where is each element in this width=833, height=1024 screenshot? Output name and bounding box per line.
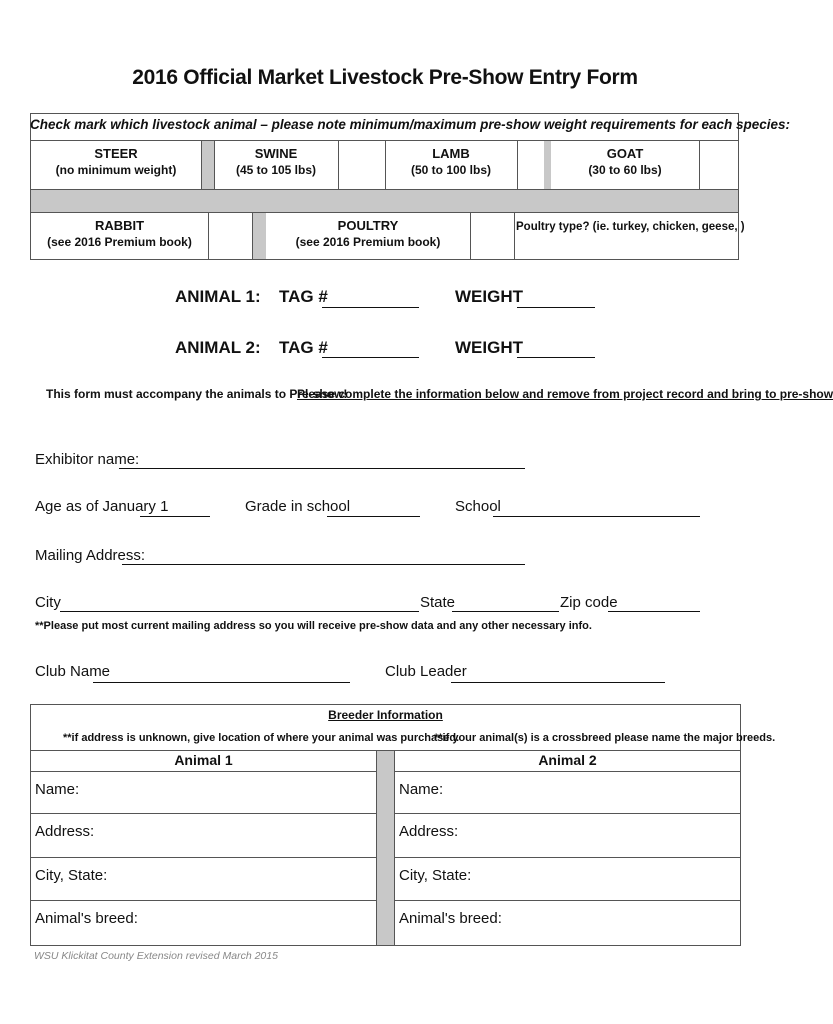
club-name-label: Club Name — [35, 663, 111, 680]
animal-2-weight-input[interactable] — [517, 357, 595, 358]
animal-1-weight-input[interactable] — [517, 307, 595, 308]
address-note: **Please put most current mailing address so you will receive pre-show data and any other necessary info. — [35, 620, 592, 632]
animal-2-name-field[interactable]: Name: — [399, 781, 444, 798]
animal-1-label: ANIMAL 1: — [175, 287, 261, 306]
club-leader-label: Club Leader — [385, 663, 467, 680]
animal-2-address-field[interactable]: Address: — [399, 823, 459, 840]
animal-2-city-state-field[interactable]: City, State: — [399, 867, 472, 884]
separator-band — [31, 190, 738, 212]
state-label: State — [420, 594, 456, 611]
animal-1-city-state-field[interactable]: City, State: — [35, 867, 108, 884]
zip-label: Zip code — [560, 594, 618, 611]
breeder-note-right: **if your animal(s) is a crossbreed please name the major breeds. — [434, 732, 776, 744]
state-input[interactable] — [452, 611, 559, 612]
animal-1-name-field[interactable]: Name: — [35, 781, 80, 798]
animal-1-breed-field[interactable]: Animal's breed: — [35, 910, 138, 927]
mailing-address-label: Mailing Address: — [35, 547, 146, 564]
mailing-address-input[interactable] — [122, 564, 525, 565]
lamb-label: LAMB (50 to 100 lbs) — [410, 146, 492, 177]
animal-2-tag-label: TAG # — [279, 338, 328, 357]
species-instruction: Check mark which livestock animal – please note minimum/maximum pre-show weight requirements for each species: — [30, 117, 791, 132]
goat-checkbox[interactable] — [699, 141, 700, 189]
animal-1-address-field[interactable]: Address: — [35, 823, 95, 840]
club-name-input[interactable] — [93, 682, 350, 683]
goat-label: GOAT (30 to 60 lbs) — [588, 146, 662, 177]
steer-label: STEER (no minimum weight) — [55, 146, 177, 177]
poultry-label: POULTRY (see 2016 Premium book) — [295, 218, 441, 249]
animal-2-label: ANIMAL 2: — [175, 338, 261, 357]
animal-2-tag-input[interactable] — [322, 357, 419, 358]
notice-complete: Please complete the information below and remove from project record and bring to pre-show — [297, 387, 833, 401]
rabbit-checkbox[interactable] — [208, 213, 253, 259]
poultry-type-field[interactable]: Poultry type? (ie. turkey, chicken, geese, ) — [516, 221, 745, 233]
swine-checkbox[interactable] — [338, 141, 386, 189]
city-input[interactable] — [60, 611, 419, 612]
breeder-title: Breeder Information — [328, 708, 443, 722]
animal-1-header: Animal 1 — [174, 752, 233, 768]
steer-checkbox[interactable] — [201, 141, 215, 189]
column-divider — [377, 751, 394, 945]
club-leader-input[interactable] — [451, 682, 665, 683]
exhibitor-name-label: Exhibitor name: — [35, 451, 140, 468]
poultry-checkbox[interactable] — [470, 213, 515, 259]
grade-label: Grade in school — [245, 498, 351, 515]
animal-2-weight-label: WEIGHT — [455, 338, 523, 357]
age-input[interactable] — [140, 516, 210, 517]
animal-1-tag-input[interactable] — [322, 307, 419, 308]
animal-2-breed-field[interactable]: Animal's breed: — [399, 910, 502, 927]
breeder-note-left: **if address is unknown, give location of where your animal was purchased. — [63, 732, 460, 744]
city-label: City — [35, 594, 61, 611]
exhibitor-name-input[interactable] — [119, 468, 525, 469]
animal-2-header: Animal 2 — [538, 752, 597, 768]
age-label: Age as of January 1 — [35, 498, 169, 515]
zip-input[interactable] — [608, 611, 700, 612]
footer-note: WSU Klickitat County Extension revised March 2015 — [34, 950, 278, 962]
swine-label: SWINE (45 to 105 lbs) — [235, 146, 317, 177]
school-label: School — [455, 498, 501, 515]
school-input[interactable] — [493, 516, 700, 517]
notice-accompany: This form must accompany the animals to Pre-show! — [46, 387, 348, 401]
rabbit-label: RABBIT (see 2016 Premium book) — [47, 218, 192, 249]
animal-1-weight-label: WEIGHT — [455, 287, 523, 306]
grade-input[interactable] — [327, 516, 420, 517]
animal-1-tag-label: TAG # — [279, 287, 328, 306]
form-title: 2016 Official Market Livestock Pre-Show Entry Form — [132, 66, 638, 89]
